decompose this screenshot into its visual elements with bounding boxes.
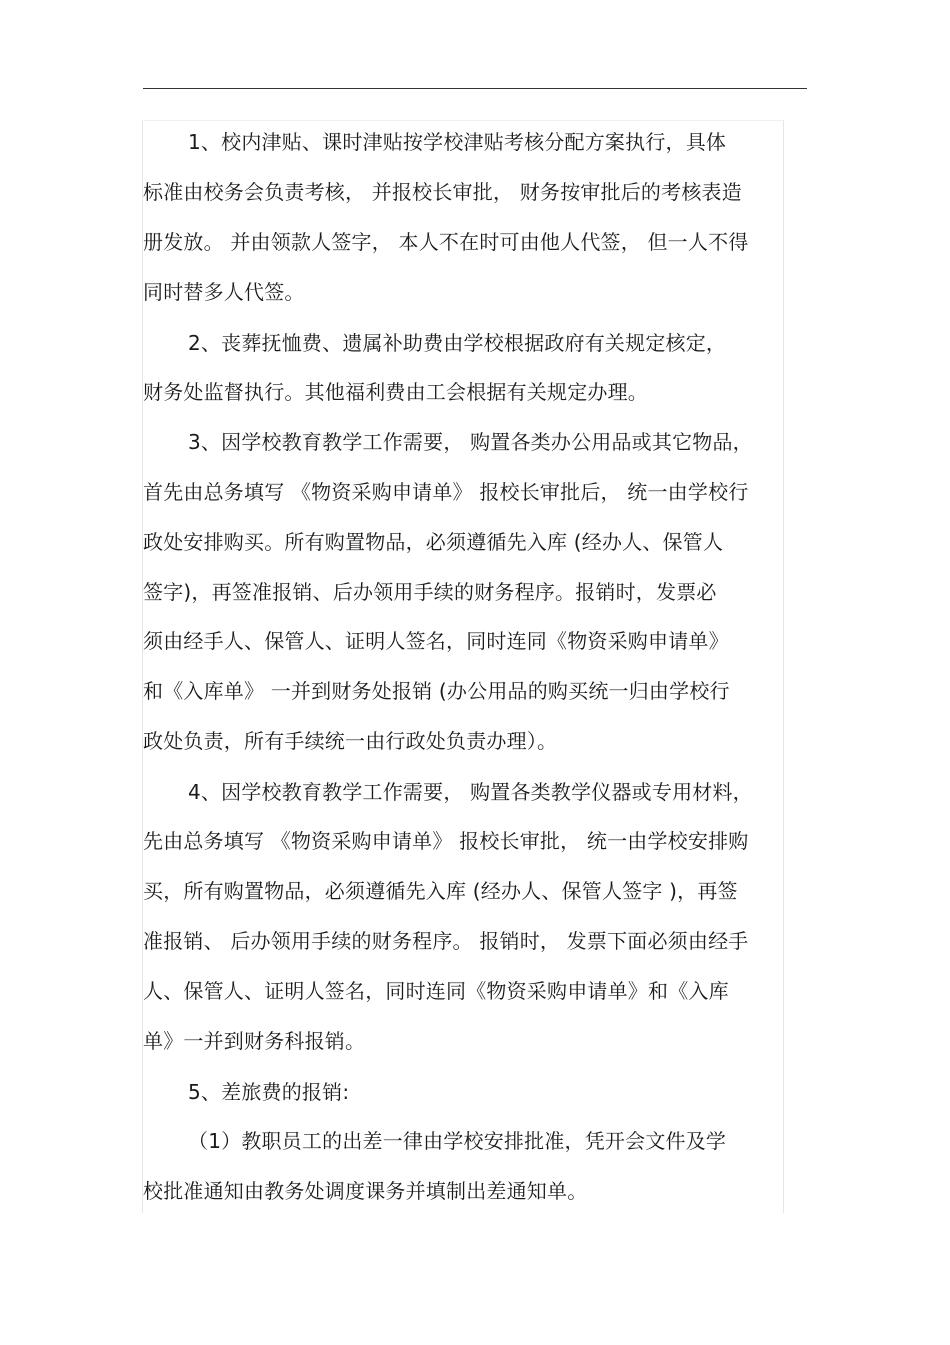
paragraph-line: 政处负责，所有手续统一由行政处负责办理）。	[143, 729, 558, 753]
paragraph-line: 财务处监督执行。其他福利费由工会根据有关规定办理。	[143, 380, 648, 404]
paragraph-first-line: 1、校内津贴、课时津贴按学校津贴考核分配方案执行，具体	[188, 130, 727, 154]
paragraph-line: 准报销、 后办领用手续的财务程序。 报销时， 发票下面必须由经手	[143, 929, 749, 953]
paragraph-first-line: 4、因学校教育教学工作需要， 购置各类教学仪器或专用材料，	[188, 780, 753, 804]
paragraph-line: 册发放。 并由领款人签字， 本人不在时可由他人代签， 但一人不得	[143, 230, 749, 254]
paragraph-first-line: 2、丧葬抚恤费、遗属补助费由学校根据政府有关规定核定，	[188, 331, 727, 355]
paragraph-line: 标准由校务会负责考核， 并报校长审批， 财务按审批后的考核表造	[143, 180, 742, 204]
paragraph-line: 先由总务填写 《物资采购申请单》 报校长审批， 统一由学校安排购	[143, 829, 749, 853]
paragraph-first-line: 5、差旅费的报销:	[188, 1080, 350, 1104]
paragraph-line: 和《入库单》 一并到财务处报销 (办公用品的购买统一归由学校行	[143, 679, 730, 703]
paragraph-first-line: 3、因学校教育教学工作需要， 购置各类办公用品或其它物品，	[188, 430, 753, 454]
paragraph-line: 须由经手人、保管人、证明人签名，同时连同《物资采购申请单》	[143, 629, 729, 653]
paragraph-line: 人、保管人、证明人签名，同时连同《物资采购申请单》和《入库	[143, 979, 729, 1003]
header-rule	[143, 88, 807, 89]
paragraph-line: 首先由总务填写 《物资采购申请单》 报校长审批后， 统一由学校行	[143, 480, 749, 504]
paragraph-line: 政处安排购买。所有购置物品，必须遵循先入库 (经办人、保管人	[143, 530, 724, 554]
paragraph-line: 校批准通知由教务处调度课务并填制出差通知单。	[143, 1179, 588, 1203]
paragraph-first-line: （1）教职员工的出差一律由学校安排批准，凭开会文件及学	[188, 1129, 727, 1153]
paragraph-line: 单》一并到财务科报销。	[143, 1029, 366, 1053]
paragraph-line: 买，所有购置物品，必须遵循先入库 (经办人、保管人签字 )，再签	[143, 879, 738, 903]
paragraph-line: 同时替多人代签。	[143, 280, 305, 304]
paragraph-line: 签字)，再签准报销、后办领用手续的财务程序。报销时，发票必	[143, 580, 717, 604]
